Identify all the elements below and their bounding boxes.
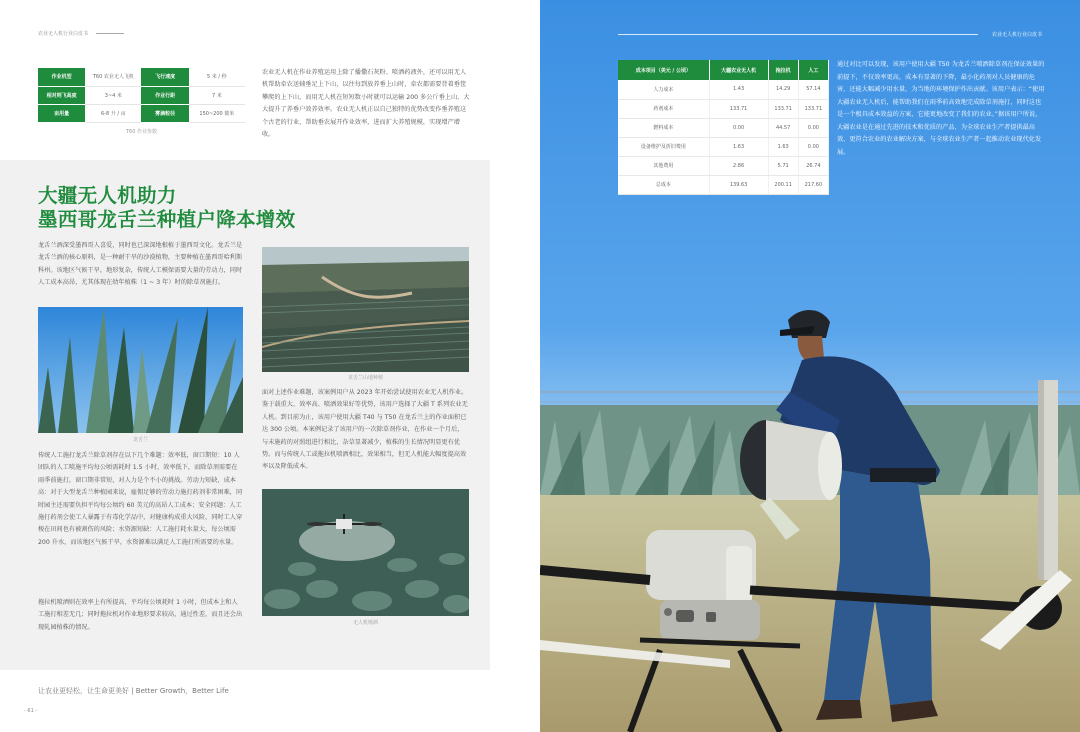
left-running-header: 农业无人机行业白皮书 (38, 31, 89, 37)
cost-row-label: 总成本 (618, 175, 709, 194)
cost-row-label: 燃料成本 (618, 118, 709, 137)
cost-row-label: 设备维护及折旧费用 (618, 137, 709, 156)
cost-cell: 0.00 (709, 118, 768, 137)
cost-cell: 133.71 (798, 99, 828, 118)
title-line-1: 大疆无人机助力 (38, 184, 177, 207)
right-page (540, 0, 1080, 732)
tractor-paragraph: 拖拉机喷洒则在效率上有所提高，平均每公顷耗时 1 小时，但成本上和人工施打相差无几；同时拖拉机对作业地形要求较高，通过性差，而且还会出现轧园植株的情况。 (38, 599, 243, 631)
spec-label: 雾滴粒径 (141, 104, 188, 122)
spray-photo-caption: 无人机喷洒 (352, 620, 378, 626)
cost-header-item: 成本项目（美元 / 公顷） (618, 60, 709, 80)
cost-table-header-row (618, 60, 829, 80)
spec-table-caption: T60 作业参数 (125, 129, 157, 135)
cost-cell: 26.74 (798, 156, 828, 175)
cost-cell: 44.57 (768, 118, 798, 137)
cost-cell: 5.71 (768, 156, 798, 175)
cost-table-row (618, 99, 829, 118)
cost-table-row (618, 137, 829, 156)
cost-cell: 14.29 (768, 80, 798, 99)
spec-value: 3~4 米 (85, 86, 141, 104)
cost-cell: 1.63 (709, 137, 768, 156)
cost-table-row (618, 156, 829, 175)
spec-row (38, 104, 245, 122)
cost-row-label: 其他费用 (618, 156, 709, 175)
spec-value: T60 农业无人飞机 (85, 68, 141, 86)
cost-cell: 200.11 (768, 175, 798, 194)
aerial-field-photo (262, 247, 469, 372)
spec-label: 作业机型 (38, 68, 85, 86)
spec-label: 亩用量 (38, 104, 85, 122)
aerial-photo-caption: 龙舌兰山地种植 (347, 375, 383, 381)
cost-cell: 217.60 (798, 175, 828, 194)
cost-table-row (618, 80, 829, 99)
challenges-paragraph: 传统人工施打龙舌兰除草剂存在以下几个难题：效率低，窗口期短：10 人团队的人工喷施平均每公顷需耗时 1.5 小时，效率低下，而除草剂需要在雨季前施打，窗口期非常短，对人力是个不小的挑战。劳动力短缺，成本高：对于大型龙舌兰种植园来说，雇佣足够的劳动力施打药剂非常困难，同时园主还需要负担平均每公顷约 60 美元的高昂人工成本；安全问题：人工施打药剂会使工人暴露于有毒化学品中，对健康构成重大风险，同时工人穿梭在田间也有被割伤的风险；水资源短缺：人工施打耗水量大，每公顷需 200 升水，而该地区气候干旱，水资源难以满足人工施打所需要的水量。 (38, 452, 243, 546)
cost-cell: 0.00 (798, 118, 828, 137)
cost-cell: 2.86 (709, 156, 768, 175)
cost-cell: 139.63 (709, 175, 768, 194)
cost-cell: 1.63 (768, 137, 798, 156)
spec-value: 150~200 微米 (189, 104, 245, 122)
left-header-rule (96, 33, 124, 34)
spec-row (38, 68, 245, 86)
agave-photo (38, 307, 243, 433)
background-paragraph: 龙舌兰酒深受墨西哥人喜爱，同时也已深深地根植于墨西哥文化。龙舌兰是龙舌兰酒的核心原料，是一种耐干旱的沙漠植物，主要种植在墨西哥哈利斯科州。该地区气候干旱，地形复杂，传统人工模保需要大量的劳动力，同时人工成本高昂，尤其体现在幼年植株（1 ~ 3 年）时的除草剂施打。 (38, 242, 243, 287)
cost-row-label: 人力成本 (618, 80, 709, 99)
cost-cell: 133.71 (709, 99, 768, 118)
title-line-2: 墨西哥龙舌兰种植户降本增效 (38, 208, 296, 231)
cost-header-tractor: 拖拉机 (768, 60, 798, 80)
cost-table-row (618, 175, 829, 194)
adoption-paragraph: 面对上述作业难题，该案例用户从 2023 年开始尝试使用农业无人机作业。鉴于载重大、效率高、喷洒效果好等优势，该用户选择了大疆 T 系列农业无人机。到目前为止，该用户使用大疆 T40 与 T50 在龙舌兰上的作业面积已达 300 公顷。本案例记录了该用户的一次除草剂作业，在作业一个月后，与未施药的对照组进行相比，杂草显著减少，植株的生长情况明显更有优势。而与传统人工或拖拉机喷洒相比，效果相当，但无人机能大幅度提高效率以及降低成本。 (262, 389, 468, 471)
right-header-rule (618, 34, 978, 35)
cost-cell: 0.00 (798, 137, 828, 156)
cost-row-label: 药剂成本 (618, 99, 709, 118)
spec-table (38, 68, 245, 123)
cost-cell: 133.71 (768, 99, 798, 118)
spec-value: 6-8 升 / 亩 (85, 104, 141, 122)
drone-spraying-photo (262, 489, 469, 616)
footer-slogan: 让农业更轻松，让生命更美好 | Better Growth，Better Life (38, 687, 229, 695)
spec-label: 飞行速度 (141, 68, 188, 86)
intro-paragraph: 农业无人机在作业养殖运用上除了播撒石灰粉、喷洒药液外，还可以用无人机帮助牵农送辅垂足上下山，以往每到放养垂上山时，牵农都需要背着垂筐攀爬的上下山，而用无人机在短短数小时就可以运输 200 多公斤垂上山，大大提升了养垂户效养效率。农业无人机正以自己独特的优势改变作垂养殖这个古老的行业，帮助垂农展开作业效率，进而扩大养殖规模，实现增产增收。 (262, 69, 470, 139)
cost-table-row (618, 118, 829, 137)
spec-value: 5 米 / 秒 (189, 68, 245, 86)
spec-value: 7 米 (189, 86, 245, 104)
cost-cell: 57.14 (798, 80, 828, 99)
cost-header-manual: 人工 (798, 60, 828, 80)
spec-label: 相对则飞高度 (38, 86, 85, 104)
conclusion-paragraph: 通过对比可以发现，该用户使用大疆 T50 为龙舌兰喷洒除草剂在保证效果的前提下，不仅效率更高，成本有显著的下降，最小化药剂对人员健康的危害，还能大幅减少用水量，为当地的环境保护作出贡献。该用户表示：“使用大疆农业无人机后，能帮助我们在雨季前高效地完成除草剂施打，同时这也是一个极具成本效益的方案，它能更地改变了我们的农业。”据该用户所说，大疆农业是在通过先进的技术和优质的产品，为全球农业生产者提供最高效、更符合农业的农业解决方案，与全球农业生产者一起推动农业现代化发展。 (837, 61, 1045, 156)
spec-label: 作业行距 (141, 86, 188, 104)
case-study-title (38, 184, 295, 232)
page-number: - 61 - (24, 708, 38, 714)
spec-row (38, 86, 245, 104)
cost-cell: 1.43 (709, 80, 768, 99)
right-running-header: 农业无人机行业白皮书 (991, 32, 1042, 38)
agave-photo-caption: 龙舌兰 (132, 437, 148, 443)
cost-comparison-table (618, 60, 829, 195)
cost-header-drone: 大疆农业无人机 (709, 60, 768, 80)
